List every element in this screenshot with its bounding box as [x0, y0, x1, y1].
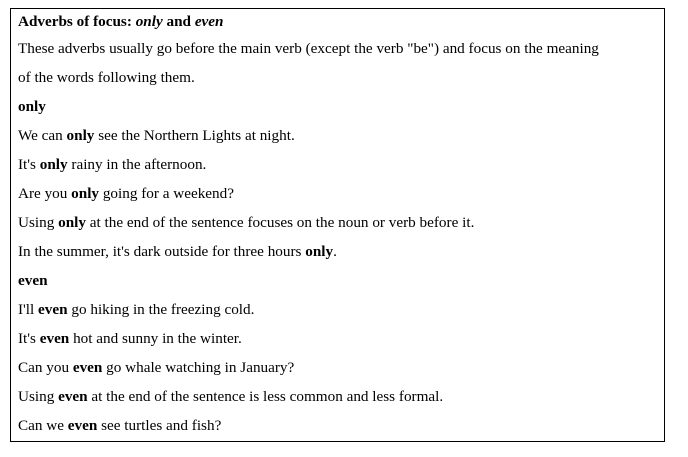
example-text-after: going for a weekend? [99, 185, 234, 202]
example-line [18, 210, 664, 239]
title-word-even: even [194, 13, 224, 30]
example-text-before: Can you [18, 359, 73, 376]
example-keyword: only [66, 127, 95, 144]
title-and: and [162, 13, 195, 30]
example-keyword: even [38, 301, 68, 318]
intro-line-1: These adverbs usually go before the main verb (except the verb "be") and focus on the meaning [18, 40, 599, 57]
title-prefix: Adverbs of focus: [18, 13, 136, 30]
example-text-before: Using [18, 388, 59, 405]
example-keyword: even [67, 417, 98, 434]
section-heading-even: even [18, 272, 48, 289]
example-text-before: Are you [18, 185, 72, 202]
example-keyword: only [305, 243, 334, 260]
grammar-box [10, 8, 665, 442]
example-text-after: . [333, 243, 337, 260]
box-title [18, 11, 664, 36]
example-text-after: go hiking in the freezing cold. [67, 301, 255, 318]
example-line [18, 123, 664, 152]
example-keyword: only [39, 156, 68, 173]
example-line [18, 181, 664, 210]
example-text-after: at the end of the sentence focuses on the noun or verb before it. [85, 214, 475, 231]
example-keyword: only [71, 185, 100, 202]
example-text-after: rainy in the afternoon. [67, 156, 207, 173]
example-text-after: see turtles and fish? [97, 417, 222, 434]
example-line [18, 384, 664, 413]
title-word-only: only [135, 13, 163, 30]
example-keyword: only [58, 214, 86, 231]
example-text-before: It's [18, 330, 40, 347]
example-line [18, 152, 664, 181]
example-text-after: at the end of the sentence is less common and less formal. [87, 388, 444, 405]
example-keyword: even [58, 388, 88, 405]
example-text-after: see the Northern Lights at night. [94, 127, 295, 144]
example-line [18, 355, 664, 384]
example-text-before: We can [18, 127, 67, 144]
example-text-before: I'll [18, 301, 39, 318]
example-text-after: hot and sunny in the winter. [69, 330, 242, 347]
example-line [18, 297, 664, 326]
example-keyword: even [39, 330, 70, 347]
intro-line-2: of the words following them. [18, 69, 195, 86]
example-text-after: go whale watching in January? [102, 359, 295, 376]
example-text-before: Can we [18, 417, 68, 434]
example-line [18, 239, 664, 268]
example-text-before: It's [18, 156, 40, 173]
example-text-before: In the summer, it's dark outside for three hours [18, 243, 306, 260]
example-text-before: Using [18, 214, 59, 231]
example-keyword: even [72, 359, 103, 376]
example-line [18, 413, 664, 442]
example-line [18, 326, 664, 355]
section-heading-only: only [18, 98, 46, 115]
